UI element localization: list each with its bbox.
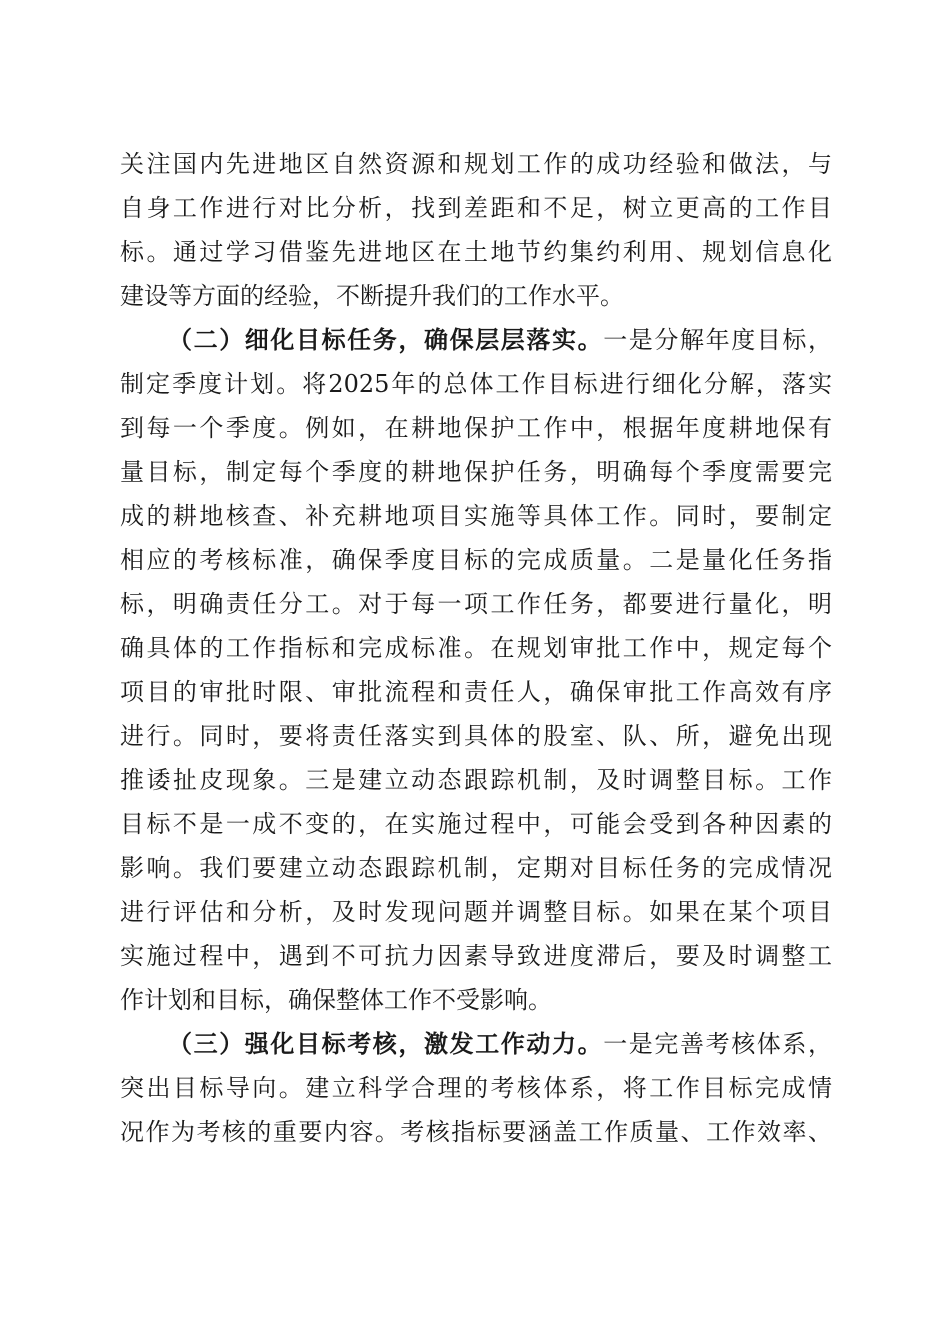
text-line: 目标不是一成不变的，在实施过程中，可能会受到各种因素的 — [120, 810, 832, 838]
text-line: 标，明确责任分工。对于每一项工作任务，都要进行量化，明 — [120, 590, 832, 618]
paragraph-first-line — [168, 322, 832, 358]
text-line: 成的耕地核查、补充耕地项目实施等具体工作。同时，要制定 — [120, 502, 832, 530]
paragraph-first-line — [168, 1026, 832, 1062]
text-line: 关注国内先进地区自然资源和规划工作的成功经验和做法，与 — [120, 150, 832, 178]
text-line: 建设等方面的经验，不断提升我们的工作水平。 — [120, 282, 624, 310]
text-line: 进行评估和分析，及时发现问题并调整目标。如果在某个项目 — [120, 898, 832, 926]
text-line: 作计划和目标，确保整体工作不受影响。 — [120, 986, 552, 1014]
text-line: 实施过程中，遇到不可抗力因素导致进度滞后，要及时调整工 — [120, 942, 832, 970]
text-line: 推诿扯皮现象。三是建立动态跟踪机制，及时调整目标。工作 — [120, 766, 832, 794]
text-line: 自身工作进行对比分析，找到差距和不足，树立更高的工作目 — [120, 194, 832, 222]
text-line: 进行。同时，要将责任落实到具体的股室、队、所，避免出现 — [120, 722, 832, 750]
text-line: 突出目标导向。建立科学合理的考核体系，将工作目标完成情 — [120, 1074, 832, 1102]
text-line: 况作为考核的重要内容。考核指标要涵盖工作质量、工作效率、 — [120, 1118, 832, 1146]
text-run: 一是完善考核体系， — [603, 1030, 832, 1058]
text-line: 影响。我们要建立动态跟踪机制，定期对目标任务的完成情况 — [120, 854, 832, 882]
section-heading-3: （三）强化目标考核，激发工作动力。 — [168, 1029, 604, 1058]
text-line: 制定季度计划。将2025年的总体工作目标进行细化分解，落实 — [120, 370, 832, 398]
text-line: 相应的考核标准，确保季度目标的完成质量。二是量化任务指 — [120, 546, 832, 574]
section-heading-2: （二）细化目标任务，确保层层落实。 — [168, 325, 604, 354]
text-line: 确具体的工作指标和完成标准。在规划审批工作中，规定每个 — [120, 634, 832, 662]
text-line: 项目的审批时限、审批流程和责任人，确保审批工作高效有序 — [120, 678, 832, 706]
text-run: 一是分解年度目标， — [603, 326, 832, 354]
text-line: 量目标，制定每个季度的耕地保护任务，明确每个季度需要完 — [120, 458, 832, 486]
text-line: 到每一个季度。例如，在耕地保护工作中，根据年度耕地保有 — [120, 414, 832, 442]
text-line: 标。通过学习借鉴先进地区在土地节约集约利用、规划信息化 — [120, 238, 832, 266]
